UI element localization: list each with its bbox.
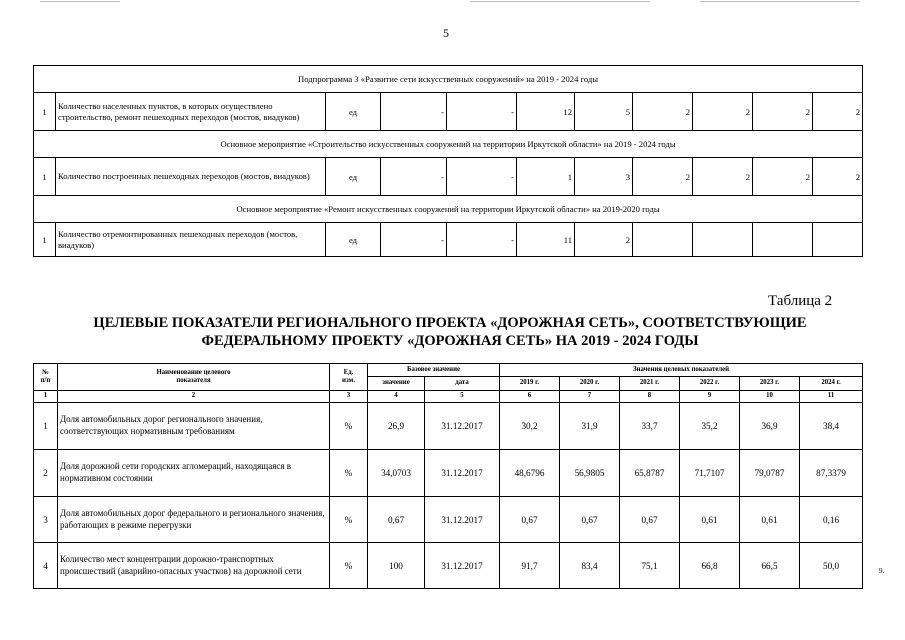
value-cell: 2 bbox=[813, 158, 863, 196]
header-unit: Ед. изм. bbox=[330, 364, 368, 391]
base-date-cell: 31.12.2017 bbox=[425, 543, 500, 589]
column-number: 7 bbox=[560, 391, 620, 403]
row-number: 4 bbox=[34, 543, 58, 589]
header-year: 2022 г. bbox=[680, 377, 740, 391]
header-name: Наименование целевого показателя bbox=[58, 364, 330, 391]
column-number: 11 bbox=[800, 391, 863, 403]
scan-artifact-line bbox=[40, 1, 120, 2]
year-value-cell: 75,1 bbox=[620, 543, 680, 589]
value-cell: 2 bbox=[753, 158, 813, 196]
indicator-name: Доля дорожной сети городских агломераций, находящаяся в нормативном состоянии bbox=[58, 450, 330, 497]
header-year: 2023 г. bbox=[740, 377, 800, 391]
value-cell bbox=[753, 223, 813, 257]
year-value-cell: 35,2 bbox=[680, 403, 740, 450]
base-value-cell: 0,67 bbox=[368, 497, 425, 543]
indicator-name: Доля автомобильных дорог регионального значения, соответствующих нормативным требованиям bbox=[58, 403, 330, 450]
base-date-cell: 31.12.2017 bbox=[425, 403, 500, 450]
table-row bbox=[34, 543, 863, 589]
scan-artifact-line bbox=[470, 1, 650, 2]
unit-cell: % bbox=[330, 543, 368, 589]
base-date-cell: 31.12.2017 bbox=[425, 450, 500, 497]
header-base-value: Базовое значение bbox=[368, 364, 500, 377]
header-year: 2024 г. bbox=[800, 377, 863, 391]
year-value-cell: 48,6796 bbox=[500, 450, 560, 497]
table-row bbox=[34, 403, 863, 450]
year-value-cell: 30,2 bbox=[500, 403, 560, 450]
column-number: 9 bbox=[680, 391, 740, 403]
unit-cell: % bbox=[330, 403, 368, 450]
value-cell: - bbox=[447, 93, 517, 131]
unit-cell: ед bbox=[326, 158, 381, 196]
header-year: 2019 г. bbox=[500, 377, 560, 391]
year-value-cell: 71,7107 bbox=[680, 450, 740, 497]
value-cell: 11 bbox=[517, 223, 575, 257]
indicator-name: Количество отремонтированных пешеходных переходов (мостов, виадуков) bbox=[56, 223, 326, 257]
indicator-name: Количество построенных пешеходных переходов (мостов, виадуков) bbox=[56, 158, 326, 196]
year-value-cell: 65,8787 bbox=[620, 450, 680, 497]
year-value-cell: 87,3379 bbox=[800, 450, 863, 497]
title-line-2: ФЕДЕРАЛЬНОМУ ПРОЕКТУ «ДОРОЖНАЯ СЕТЬ» НА 2019 - 2024 ГОДЫ bbox=[201, 333, 699, 349]
value-cell: - bbox=[447, 223, 517, 257]
year-value-cell: 0,67 bbox=[500, 497, 560, 543]
year-value-cell: 38,4 bbox=[800, 403, 863, 450]
year-value-cell: 0,16 bbox=[800, 497, 863, 543]
value-cell: - bbox=[447, 158, 517, 196]
year-value-cell: 0,67 bbox=[620, 497, 680, 543]
indicator-name: Количество мест концентрации дорожно-транспортных происшествий (аварийно-опасных участков) на дорожной сети bbox=[58, 543, 330, 589]
value-cell: - bbox=[381, 158, 447, 196]
year-value-cell: 0,67 bbox=[560, 497, 620, 543]
section-heading: Основное мероприятие «Ремонт искусственных сооружений на территории Иркутской области» на 2019-2020 годы bbox=[34, 196, 863, 223]
base-date-cell: 31.12.2017 bbox=[425, 497, 500, 543]
subprogram-indicators-table bbox=[33, 65, 863, 257]
year-value-cell: 0,61 bbox=[680, 497, 740, 543]
column-number: 5 bbox=[425, 391, 500, 403]
row-number: 1 bbox=[34, 223, 56, 257]
header-base-date-sub: дата bbox=[425, 377, 500, 391]
margin-mark: 9. bbox=[879, 567, 885, 575]
base-value-cell: 26,9 bbox=[368, 403, 425, 450]
value-cell: 2 bbox=[693, 93, 753, 131]
indicator-name: Доля автомобильных дорог федерального и регионального значения, работающих в режиме перегрузки bbox=[58, 497, 330, 543]
row-number: 3 bbox=[34, 497, 58, 543]
column-number: 4 bbox=[368, 391, 425, 403]
value-cell: 2 bbox=[633, 158, 693, 196]
row-number: 2 bbox=[34, 450, 58, 497]
value-cell: 2 bbox=[693, 158, 753, 196]
header-base-value-sub: значение bbox=[368, 377, 425, 391]
row-number: 1 bbox=[34, 93, 56, 131]
target-indicators-table bbox=[33, 363, 863, 589]
table-row bbox=[34, 93, 863, 131]
page-number: 5 bbox=[443, 26, 449, 40]
value-cell bbox=[693, 223, 753, 257]
year-value-cell: 0,61 bbox=[740, 497, 800, 543]
unit-cell: ед bbox=[326, 223, 381, 257]
value-cell: 2 bbox=[575, 223, 633, 257]
section-heading: Подпрограмма 3 «Развитие сети искусственных сооружений» на 2019 - 2024 годы bbox=[34, 66, 863, 93]
value-cell: 12 bbox=[517, 93, 575, 131]
title-line-1: ЦЕЛЕВЫЕ ПОКАЗАТЕЛИ РЕГИОНАЛЬНОГО ПРОЕКТА «ДОРОЖНАЯ СЕТЬ», СООТВЕТСТВУЮЩИЕ bbox=[93, 315, 807, 331]
column-number: 1 bbox=[34, 391, 58, 403]
unit-cell: % bbox=[330, 450, 368, 497]
column-number: 6 bbox=[500, 391, 560, 403]
value-cell: 2 bbox=[753, 93, 813, 131]
header-year: 2021 г. bbox=[620, 377, 680, 391]
year-value-cell: 36,9 bbox=[740, 403, 800, 450]
header-target-values: Значения целевых показателей bbox=[500, 364, 863, 377]
table-row bbox=[34, 497, 863, 543]
header-number: № п/п bbox=[34, 364, 58, 391]
table-row bbox=[34, 223, 863, 257]
year-value-cell: 56,9805 bbox=[560, 450, 620, 497]
unit-cell: ед bbox=[326, 93, 381, 131]
year-value-cell: 50,0 bbox=[800, 543, 863, 589]
header-year: 2020 г. bbox=[560, 377, 620, 391]
value-cell bbox=[813, 223, 863, 257]
table-row bbox=[34, 158, 863, 196]
table-caption: Таблица 2 bbox=[768, 293, 833, 309]
value-cell: 1 bbox=[517, 158, 575, 196]
section-heading: Основное мероприятие «Строительство искусственных сооружений на территории Иркутской области» на 2019 - 2024 годы bbox=[34, 131, 863, 158]
row-number: 1 bbox=[34, 403, 58, 450]
year-value-cell: 83,4 bbox=[560, 543, 620, 589]
value-cell: 3 bbox=[575, 158, 633, 196]
base-value-cell: 34,0703 bbox=[368, 450, 425, 497]
column-number: 10 bbox=[740, 391, 800, 403]
row-number: 1 bbox=[34, 158, 56, 196]
column-number: 2 bbox=[58, 391, 330, 403]
year-value-cell: 33,7 bbox=[620, 403, 680, 450]
value-cell: 2 bbox=[813, 93, 863, 131]
table-row bbox=[34, 450, 863, 497]
scan-artifact-line bbox=[700, 1, 860, 2]
value-cell: - bbox=[381, 93, 447, 131]
unit-cell: % bbox=[330, 497, 368, 543]
section-title bbox=[40, 314, 860, 350]
value-cell: 2 bbox=[633, 93, 693, 131]
column-number: 3 bbox=[330, 391, 368, 403]
value-cell bbox=[633, 223, 693, 257]
year-value-cell: 66,8 bbox=[680, 543, 740, 589]
year-value-cell: 79,0787 bbox=[740, 450, 800, 497]
year-value-cell: 66,5 bbox=[740, 543, 800, 589]
indicator-name: Количество населенных пунктов, в которых осуществлено строительство, ремонт пешеходных переходов (мостов, виадуков) bbox=[56, 93, 326, 131]
year-value-cell: 31,9 bbox=[560, 403, 620, 450]
base-value-cell: 100 bbox=[368, 543, 425, 589]
year-value-cell: 91,7 bbox=[500, 543, 560, 589]
column-number: 8 bbox=[620, 391, 680, 403]
value-cell: 5 bbox=[575, 93, 633, 131]
value-cell: - bbox=[381, 223, 447, 257]
